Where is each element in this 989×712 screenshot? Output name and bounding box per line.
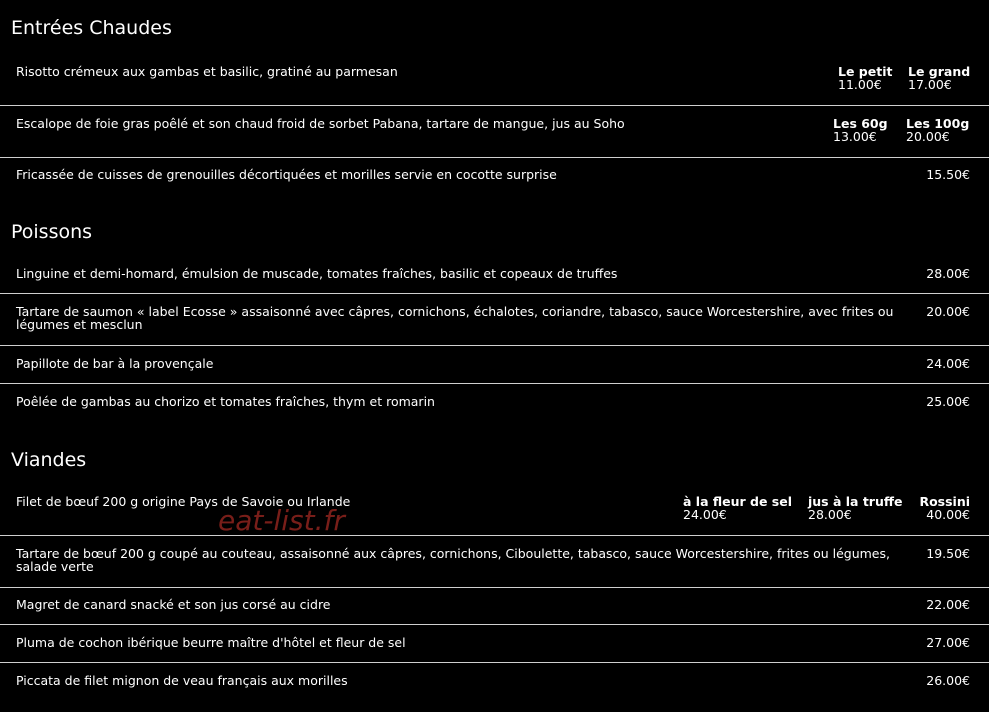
dish-price: 20.00€	[926, 304, 970, 319]
menu-item	[0, 636, 989, 663]
price-option	[838, 65, 892, 91]
menu-item	[0, 674, 989, 701]
option-label: Rossini	[919, 494, 970, 509]
dish-price: 19.50€	[926, 546, 970, 561]
dish-price: 15.50€	[926, 167, 970, 182]
option-label: Les 100g	[906, 116, 970, 131]
dish-name: Poêlée de gambas au chorizo et tomates fraîches, thym et romarin	[16, 394, 435, 409]
price-option	[808, 495, 902, 521]
dish-name: Fricassée de cuisses de grenouilles décortiquées et morilles servie en cocotte surprise	[16, 167, 557, 182]
menu-item	[0, 168, 989, 198]
section-title-poissons: Poissons	[11, 221, 93, 243]
dish-price: 22.00€	[926, 597, 970, 612]
option-price: 13.00€	[833, 129, 877, 144]
price-option	[683, 495, 792, 521]
dish-name: Risotto crémeux aux gambas et basilic, gratiné au parmesan	[16, 64, 398, 79]
dish-price: 27.00€	[926, 635, 970, 650]
dish-name: Tartare de bœuf 200 g coupé au couteau, assaisonné aux câpres, cornichons, Ciboulette, tabasco, sauce Worcestershire, frites ou légumes, salade verte	[16, 546, 890, 574]
option-label: Les 60g	[833, 116, 888, 131]
option-price: 11.00€	[838, 77, 882, 92]
dish-name: Escalope de foie gras poêlé et son chaud froid de sorbet Pabana, tartare de mangue, jus au Soho	[16, 116, 625, 131]
section-title-entrees: Entrées Chaudes	[11, 17, 172, 39]
option-price: 40.00€	[926, 507, 970, 522]
option-price: 20.00€	[906, 129, 950, 144]
option-price: 28.00€	[808, 507, 852, 522]
menu-item	[0, 117, 989, 158]
option-label: Le petit	[838, 64, 893, 79]
option-price: 17.00€	[908, 77, 952, 92]
dish-name: Magret de canard snacké et son jus corsé au cidre	[16, 597, 331, 612]
menu-item	[0, 598, 989, 625]
dish-name: Piccata de filet mignon de veau français aux morilles	[16, 673, 348, 688]
option-label: Le grand	[908, 64, 971, 79]
menu-item	[0, 305, 989, 346]
price-option	[919, 495, 970, 521]
dish-name: Filet de bœuf 200 g origine Pays de Savoie ou Irlande	[16, 494, 351, 509]
dish-price: 26.00€	[926, 673, 970, 688]
menu-item	[0, 547, 989, 588]
dish-name: Papillote de bar à la provençale	[16, 356, 214, 371]
price-option	[908, 65, 970, 91]
dish-price: 24.00€	[926, 356, 970, 371]
option-price: 24.00€	[683, 507, 727, 522]
menu-item	[0, 395, 989, 422]
menu-item	[0, 267, 989, 294]
dish-price: 25.00€	[926, 394, 970, 409]
menu-item	[0, 357, 989, 384]
price-option	[906, 117, 969, 143]
watermark: eat-list.fr	[218, 504, 345, 537]
option-label: à la fleur de sel	[683, 494, 792, 509]
dish-price: 28.00€	[926, 266, 970, 281]
option-label: jus à la truffe	[808, 494, 903, 509]
price-option	[833, 117, 888, 143]
dish-name: Pluma de cochon ibérique beurre maître d'hôtel et fleur de sel	[16, 635, 406, 650]
section-title-viandes: Viandes	[11, 449, 87, 471]
menu-item	[0, 495, 989, 536]
dish-name: Linguine et demi-homard, émulsion de muscade, tomates fraîches, basilic et copeaux de truffes	[16, 266, 618, 281]
menu-item	[0, 65, 989, 106]
dish-name: Tartare de saumon « label Ecosse » assaisonné avec câpres, cornichons, échalotes, coriandre, tabasco, sauce Worcestershire, avec frites ou légumes et mesclun	[16, 304, 894, 332]
